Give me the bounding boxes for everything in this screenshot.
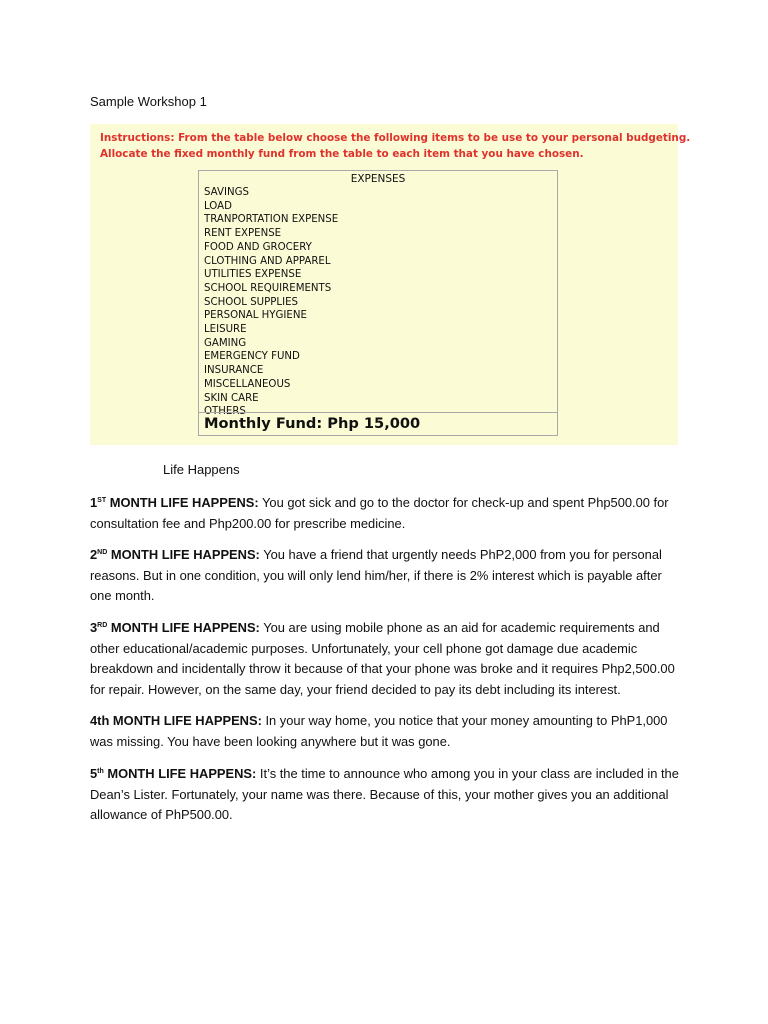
month-5-text: It’s the time to announce who among you in your class are included in the Dean’s Lister. Fortunately, your name was there. Because of this, your mother gives you an additional allowance of PhP500.00.	[90, 766, 679, 822]
expense-item: FOOD AND GROCERY	[204, 241, 312, 253]
instructions-panel	[90, 124, 691, 445]
life-happens-heading: Life Happens	[163, 462, 240, 477]
month-2-label: 2ND MONTH LIFE HAPPENS:	[90, 547, 260, 562]
month-4-text: In your way home, you notice that your money amounting to PhP1,000 was missing. You have been looking anywhere but it was gone.	[90, 713, 668, 749]
expense-item: SAVINGS	[204, 187, 249, 198]
document-title: Sample Workshop 1	[90, 94, 207, 109]
month-3-text: You are using mobile phone as an aid for academic requirements and other educational/academic purposes. Unfortunately, your cell phone got damage due academic breakdown and incidentally throw it because of that your phone was broke and it requires Php2,500.00 for repair. However, on the same day, your friend decided to pay its debt including its interest.	[90, 620, 675, 697]
month-5-paragraph	[90, 764, 680, 826]
month-3-paragraph	[90, 618, 680, 700]
month-4-label: 4th MONTH LIFE HAPPENS:	[90, 713, 262, 728]
expense-item: GAMING	[204, 337, 247, 349]
expense-item: INSURANCE	[204, 365, 264, 377]
monthly-fund: Monthly Fund: Php 15,000	[199, 412, 557, 435]
month-1-text: You got sick and go to the doctor for check-up and spent Php500.00 for consultation fee and Php200.00 for prescribe medicine.	[90, 495, 669, 531]
expenses-list	[199, 186, 557, 419]
expense-item: SCHOOL SUPPLIES	[204, 296, 298, 308]
expense-item: LEISURE	[204, 324, 247, 336]
expense-item: RENT EXPENSE	[204, 228, 282, 240]
month-2-text: You have a friend that urgently needs PhP2,000 from you for personal reasons. But in one condition, you will only lend him/her, if there is 2% interest which is payable after one month.	[90, 547, 662, 603]
expense-item: SKIN CARE	[204, 392, 259, 404]
expense-item: PERSONAL HYGIENE	[204, 310, 307, 322]
expense-item: SCHOOL REQUIREMENTS	[204, 282, 332, 294]
month-2-paragraph	[90, 545, 680, 607]
expense-item: MISCELLANEOUS	[204, 378, 291, 390]
month-1-paragraph	[90, 493, 680, 534]
instructions-line-1: Instructions: From the table below choose the following items to be use to your personal budgeting.	[100, 132, 691, 144]
expense-item: UTILITIES EXPENSE	[204, 269, 302, 281]
expenses-table	[198, 170, 558, 436]
expenses-table-header: EXPENSES	[350, 173, 406, 185]
month-5-label: 5th MONTH LIFE HAPPENS:	[90, 766, 257, 781]
month-4-paragraph	[90, 711, 680, 752]
expense-item: CLOTHING AND APPAREL	[204, 255, 331, 267]
instructions-line-2: Allocate the fixed monthly fund from the table to each item that you have chosen.	[100, 148, 584, 160]
expense-item: LOAD	[204, 200, 232, 212]
expense-item: OTHERS	[204, 406, 246, 418]
month-1-label: 1ST MONTH LIFE HAPPENS:	[90, 495, 259, 510]
expense-item: EMERGENCY FUND	[204, 351, 300, 363]
instructions-text	[100, 130, 691, 162]
expense-item: TRANPORTATION EXPENSE	[204, 214, 339, 226]
month-3-label: 3RD MONTH LIFE HAPPENS:	[90, 620, 260, 635]
